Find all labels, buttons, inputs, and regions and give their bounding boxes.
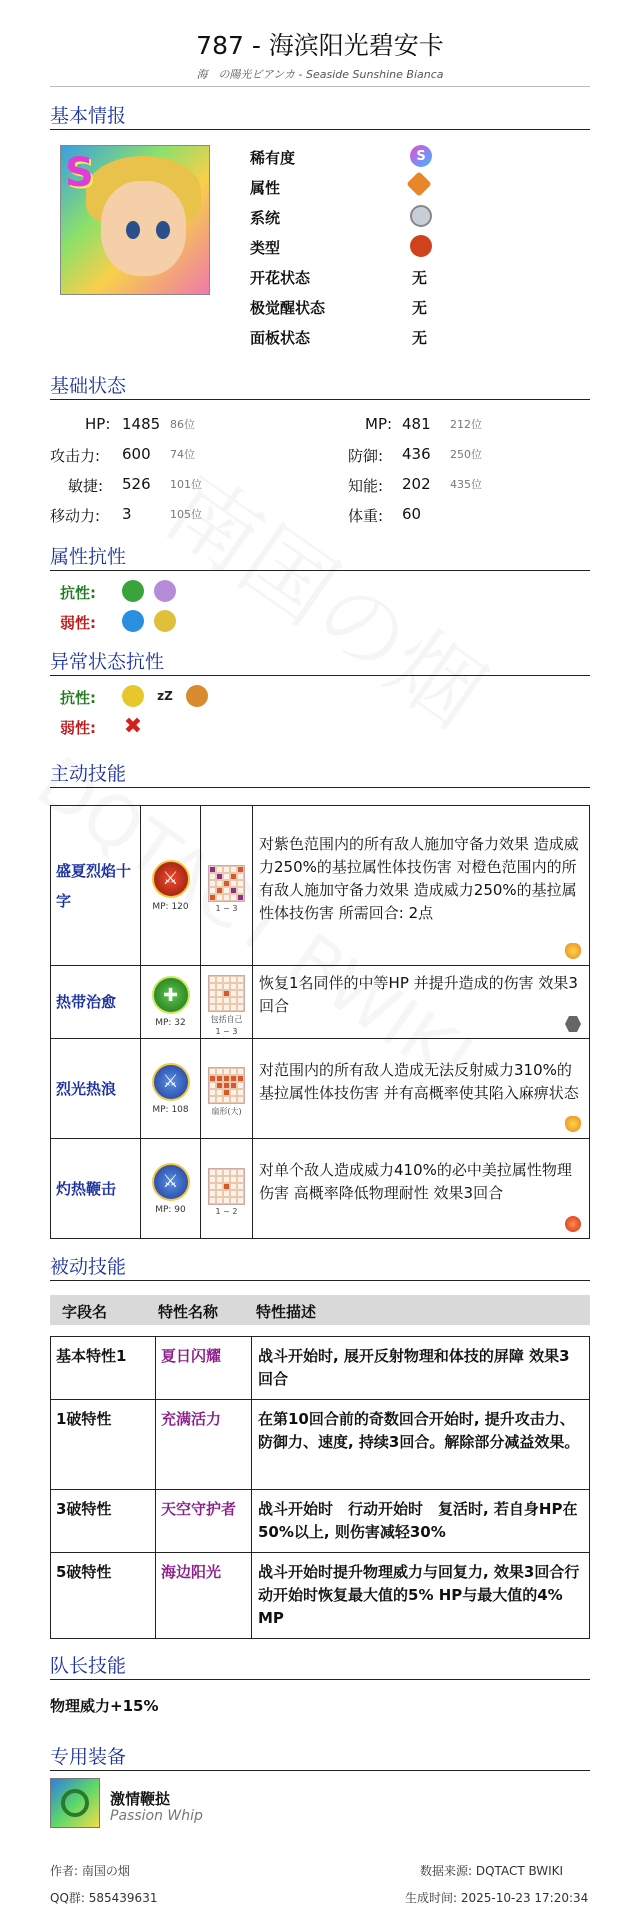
skill-desc: 对单个敌人造成威力410%的必中美拉属性物理伤害 高概率降低物理耐性 效果3回合 [259,1160,572,1202]
type-label: 类型 [250,239,281,257]
passive-table-header [50,1295,590,1325]
table-row [51,1490,590,1553]
section-active-skills: 主动技能 [50,760,590,788]
bloom-label: 开花状态 [250,269,311,287]
section-stats: 基础状态 [50,372,590,400]
skill-icon-heal: ✚ [152,976,190,1014]
skill-range-grid [208,1168,245,1205]
skill-mp: MP: 108 [152,1104,189,1115]
earth-element-icon [122,580,144,602]
skill-range: 1 ~ 3 [215,904,238,913]
divider [50,86,590,87]
footer-source: 数据来源: DQTACT BWIKI [420,1864,564,1878]
skill-mp: MP: 32 [155,1018,186,1028]
skill-name: 灼热鞭击 [51,1139,141,1239]
passive-desc: 战斗开始时 行动开始时 复活时, 若自身HP在50%以上, 则伤害减轻30% [252,1490,590,1553]
col-header-seg: 字段名 [62,1303,108,1321]
skill-icon-sword: ⚔ [152,1163,190,1201]
int-rank: 435位 [450,478,482,491]
hp-rank: 86位 [170,418,195,431]
status-weak-label: 弱性: [60,719,96,737]
skill-icon-sword: ⚔ [152,1063,190,1101]
s-rank-icon: S [410,145,432,167]
footer-time: 生成时间: 2025-10-23 17:20:34 [405,1891,589,1905]
def-value: 436 [402,445,431,463]
footer-qq: QQ群: 585439631 [50,1891,158,1905]
section-leader-skill: 队长技能 [50,1652,590,1680]
character-portrait: S [60,145,210,295]
poison-icon [186,685,208,707]
light-element-icon [154,610,176,632]
leader-skill-text: 物理威力+15% [50,1697,159,1715]
mera-element-icon [565,1216,581,1232]
whip-icon [50,1778,100,1828]
passive-seg: 基本特性1 [51,1337,156,1400]
table-row [51,1553,590,1639]
weight-label: 体重: [348,507,384,525]
page-title: 787 - 海滨阳光碧安卡 [196,31,444,60]
skill-row [51,806,590,966]
agi-value: 526 [122,475,151,493]
section-status-res: 异常状态抗性 [50,648,590,676]
skill-name: 烈光热浪 [51,1039,141,1139]
int-value: 202 [402,475,431,493]
passive-name: 海边阳光 [156,1553,252,1639]
active-skill-table [50,805,590,1239]
skill-range: 扇形(大) [211,1107,242,1116]
mp-value: 481 [402,415,431,433]
passive-name: 充满活力 [156,1400,252,1490]
confusion-icon [122,685,144,707]
skill-row [51,1039,590,1139]
skill-name: 热带治愈 [51,966,141,1039]
passive-skill-table [50,1336,590,1639]
passive-name: 天空守护者 [156,1490,252,1553]
wind-element-icon [154,580,176,602]
passive-seg: 5破特性 [51,1553,156,1639]
table-row [51,1400,590,1490]
skill-desc: 恢复1名同伴的中等HP 并提升造成的伤害 效果3回合 [259,974,578,1015]
element-resist-label: 抗性: [60,584,96,602]
move-label: 移动力: [50,507,101,525]
section-element-res: 属性抗性 [50,543,590,571]
atk-label: 攻击力: [50,447,101,465]
skill-range-grid [208,1067,245,1104]
def-label: 防御: [348,447,384,465]
mp-rank: 212位 [450,418,482,431]
panel-label: 面板状态 [250,329,311,347]
move-value: 3 [122,505,132,523]
passive-desc: 战斗开始时提升物理威力与回复力, 效果3回合行动开始时恢复最大值的5% HP与最大值的4% MP [252,1553,590,1639]
col-header-name: 特性名称 [158,1303,219,1321]
passive-name: 夏日闪耀 [156,1337,252,1400]
sleep-icon: zZ [154,685,176,707]
fire-element-icon [565,1116,581,1132]
awaken-value: 无 [412,299,428,317]
skill-row [51,1139,590,1239]
status-resist-label: 抗性: [60,689,96,707]
skill-range-note: 包括自己 [210,1015,243,1024]
page-subtitle: 海 の陽光ビアンカ - Seaside Sunshine Bianca [196,68,444,81]
passive-desc: 在第10回合前的奇数回合开始时, 提升攻击力、防御力、速度, 持续3回合。解除部分减益效果。 [252,1400,590,1490]
col-header-desc: 特性描述 [256,1303,317,1321]
skill-mp: MP: 120 [152,901,189,912]
equipment-name: 激情鞭挞 [110,1790,171,1808]
agi-rank: 101位 [170,478,202,491]
element-label: 属性 [250,179,281,197]
equipment-name-en: Passion Whip [110,1808,203,1824]
passive-seg: 3破特性 [51,1490,156,1553]
attack-type-icon [410,235,432,257]
move-rank: 105位 [170,508,202,521]
weight-value: 60 [402,505,422,523]
hp-label: HP: [85,415,111,433]
footer-author: 作者: 南国の烟 [50,1864,130,1878]
skill-range: 1 ~ 3 [215,1027,238,1036]
atk-value: 600 [122,445,151,463]
agi-label: 敏捷: [68,477,104,495]
system-label: 系统 [250,209,281,227]
panel-value: 无 [412,329,428,347]
rarity-label: 稀有度 [250,149,296,167]
section-passive-skills: 被动技能 [50,1253,590,1281]
skill-row [51,966,590,1039]
passive-desc: 战斗开始时, 展开反射物理和体技的屏障 效果3回合 [252,1337,590,1400]
neutral-element-icon [565,1016,581,1032]
none-x-icon: ✖ [123,713,143,739]
awaken-label: 极觉醒状态 [250,299,326,317]
skill-mp: MP: 90 [155,1204,186,1215]
atk-rank: 74位 [170,448,195,461]
passive-seg: 1破特性 [51,1400,156,1490]
int-label: 知能: [348,477,384,495]
skill-desc: 对紫色范围内的所有敌人施加守备力效果 造成威力250%的基拉属性体技伤害 对橙色范围内的所有敌人施加守备力效果 造成威力250%的基拉属性体技伤害 所需回合: 2点 [259,834,579,922]
section-basic-info: 基本情报 [50,102,590,130]
def-rank: 250位 [450,448,482,461]
bloom-value: 无 [412,269,428,287]
ice-element-icon [122,610,144,632]
fire-element-icon [406,171,431,196]
skill-desc: 对范围内的所有敌人造成无法反射威力310%的基拉属性体技伤害 并有高概率使其陷入麻痹状态 [259,1060,579,1102]
hp-value: 1485 [122,415,161,433]
fire-element-icon [565,943,581,959]
mp-label: MP: [365,415,393,433]
element-weak-label: 弱性: [60,614,96,632]
defense-system-icon [410,205,432,227]
skill-range-grid [208,865,245,902]
skill-name: 盛夏烈焰十字 [51,806,141,966]
table-row [51,1337,590,1400]
skill-icon-sword: ⚔ [152,860,190,898]
section-equipment: 专用装备 [50,1743,590,1771]
skill-range: 1 ~ 2 [215,1207,238,1216]
skill-range-grid [208,975,245,1012]
